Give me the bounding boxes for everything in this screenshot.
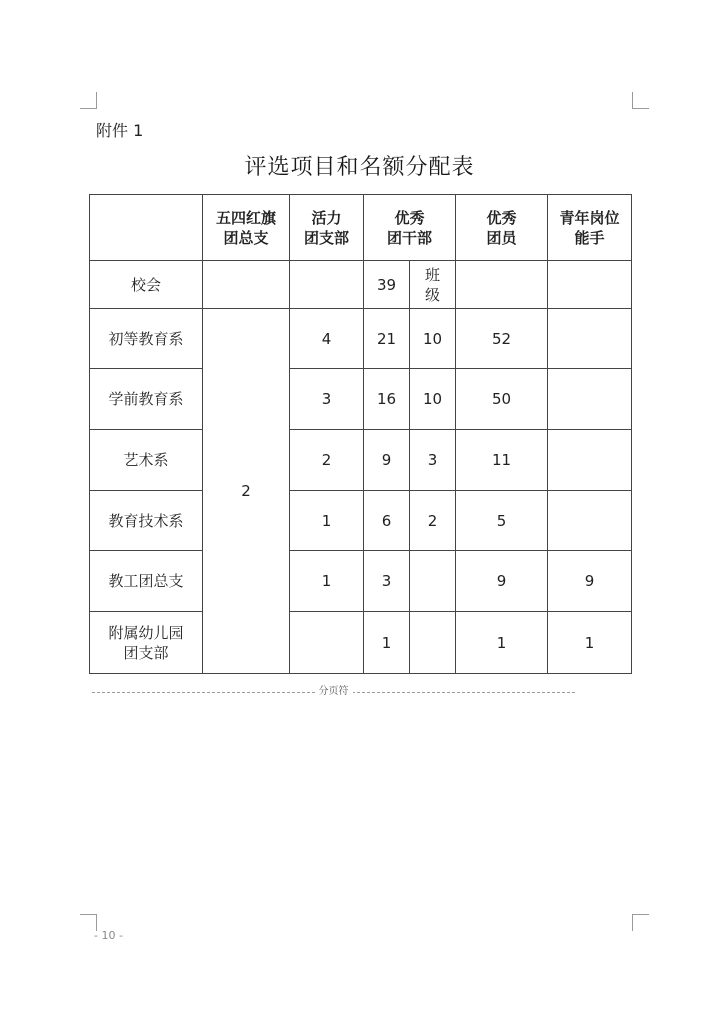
cell-tuanyuan: 52 bbox=[456, 309, 548, 369]
row-name: 教育技术系 bbox=[90, 491, 203, 551]
cell-tuanyuan: 1 bbox=[456, 612, 548, 674]
cell-qingnian bbox=[548, 369, 632, 430]
cell-qingnian bbox=[548, 491, 632, 551]
cell-ganbu-b bbox=[410, 551, 456, 612]
row-name: 艺术系 bbox=[90, 430, 203, 491]
crop-mark-top-left bbox=[80, 92, 97, 109]
header-huoli-line1: 活力 bbox=[311, 208, 342, 227]
header-youxiu-ganbu-line1: 优秀 bbox=[394, 208, 425, 227]
cell-tuanyuan bbox=[456, 261, 548, 309]
cell-tuanyuan: 50 bbox=[456, 369, 548, 430]
cell-qingnian: 1 bbox=[548, 612, 632, 674]
header-qingnian bbox=[548, 195, 632, 261]
header-youxiu-tuanyuan bbox=[456, 195, 548, 261]
table-header-row bbox=[90, 195, 632, 261]
cell-huoli bbox=[290, 261, 364, 309]
row-name-line1: 附属幼儿园 bbox=[108, 623, 184, 642]
table-row bbox=[90, 491, 632, 551]
table-row bbox=[90, 612, 632, 674]
attachment-label: 附件 1 bbox=[96, 121, 144, 140]
header-wusi-line2: 团总支 bbox=[223, 228, 269, 247]
cell-ganbu-a: 3 bbox=[364, 551, 410, 612]
cell-huoli: 4 bbox=[290, 309, 364, 369]
cell-ganbu-a: 16 bbox=[364, 369, 410, 430]
cell-ganbu-a: 6 bbox=[364, 491, 410, 551]
header-youxiu-ganbu bbox=[364, 195, 456, 261]
cell-tuanyuan: 5 bbox=[456, 491, 548, 551]
crop-mark-top-right bbox=[632, 92, 649, 109]
page-title: 评选项目和名额分配表 bbox=[244, 155, 475, 180]
header-youxiu-tuanyuan-line2: 团员 bbox=[486, 228, 517, 247]
cell-qingnian bbox=[548, 430, 632, 491]
cell-tuanyuan: 11 bbox=[456, 430, 548, 491]
cell-ganbu-a: 39 bbox=[364, 261, 410, 309]
row-name-line2: 团支部 bbox=[123, 643, 169, 662]
header-huoli-line2: 团支部 bbox=[303, 228, 349, 247]
cell-tuanyuan: 9 bbox=[456, 551, 548, 612]
cell-huoli: 1 bbox=[290, 551, 364, 612]
row-name: 初等教育系 bbox=[90, 309, 203, 369]
crop-mark-bottom-right bbox=[632, 914, 649, 931]
cell-huoli: 3 bbox=[290, 369, 364, 430]
cell-qingnian bbox=[548, 309, 632, 369]
table-row bbox=[90, 309, 632, 369]
cell-ganbu-b bbox=[410, 612, 456, 674]
header-wusi-line1: 五四红旗 bbox=[215, 208, 276, 227]
cell-huoli: 1 bbox=[290, 491, 364, 551]
page-number: - 10 - bbox=[94, 929, 123, 942]
page-break-marker bbox=[92, 685, 575, 701]
header-qingnian-line2: 能手 bbox=[574, 228, 605, 247]
cell-ganbu-b: 10 bbox=[410, 309, 456, 369]
cell-ganbu-b-line2: 级 bbox=[424, 285, 440, 304]
cell-wusi-empty bbox=[203, 261, 290, 309]
header-youxiu-ganbu-line2: 团干部 bbox=[386, 228, 432, 247]
header-wusi bbox=[203, 195, 290, 261]
cell-ganbu-b bbox=[410, 261, 456, 309]
table-row bbox=[90, 369, 632, 430]
row-name bbox=[90, 612, 203, 674]
table-row bbox=[90, 551, 632, 612]
cell-qingnian bbox=[548, 261, 632, 309]
cell-ganbu-a: 9 bbox=[364, 430, 410, 491]
allocation-table bbox=[89, 194, 632, 674]
header-qingnian-line1: 青年岗位 bbox=[559, 208, 620, 227]
row-name: 学前教育系 bbox=[90, 369, 203, 430]
cell-ganbu-b: 3 bbox=[410, 430, 456, 491]
cell-qingnian: 9 bbox=[548, 551, 632, 612]
cell-wusi-merged: 2 bbox=[203, 309, 290, 674]
row-name: 教工团总支 bbox=[90, 551, 203, 612]
header-youxiu-tuanyuan-line1: 优秀 bbox=[486, 208, 517, 227]
cell-ganbu-b-line1: 班 bbox=[424, 265, 440, 284]
cell-ganbu-b: 10 bbox=[410, 369, 456, 430]
cell-huoli bbox=[290, 612, 364, 674]
table-row bbox=[90, 430, 632, 491]
row-name: 校会 bbox=[90, 261, 203, 309]
page-break-label: 分页符 bbox=[315, 685, 353, 699]
cell-ganbu-b: 2 bbox=[410, 491, 456, 551]
header-category bbox=[90, 195, 203, 261]
header-huoli bbox=[290, 195, 364, 261]
table-row bbox=[90, 261, 632, 309]
cell-huoli: 2 bbox=[290, 430, 364, 491]
cell-ganbu-a: 1 bbox=[364, 612, 410, 674]
cell-ganbu-a: 21 bbox=[364, 309, 410, 369]
